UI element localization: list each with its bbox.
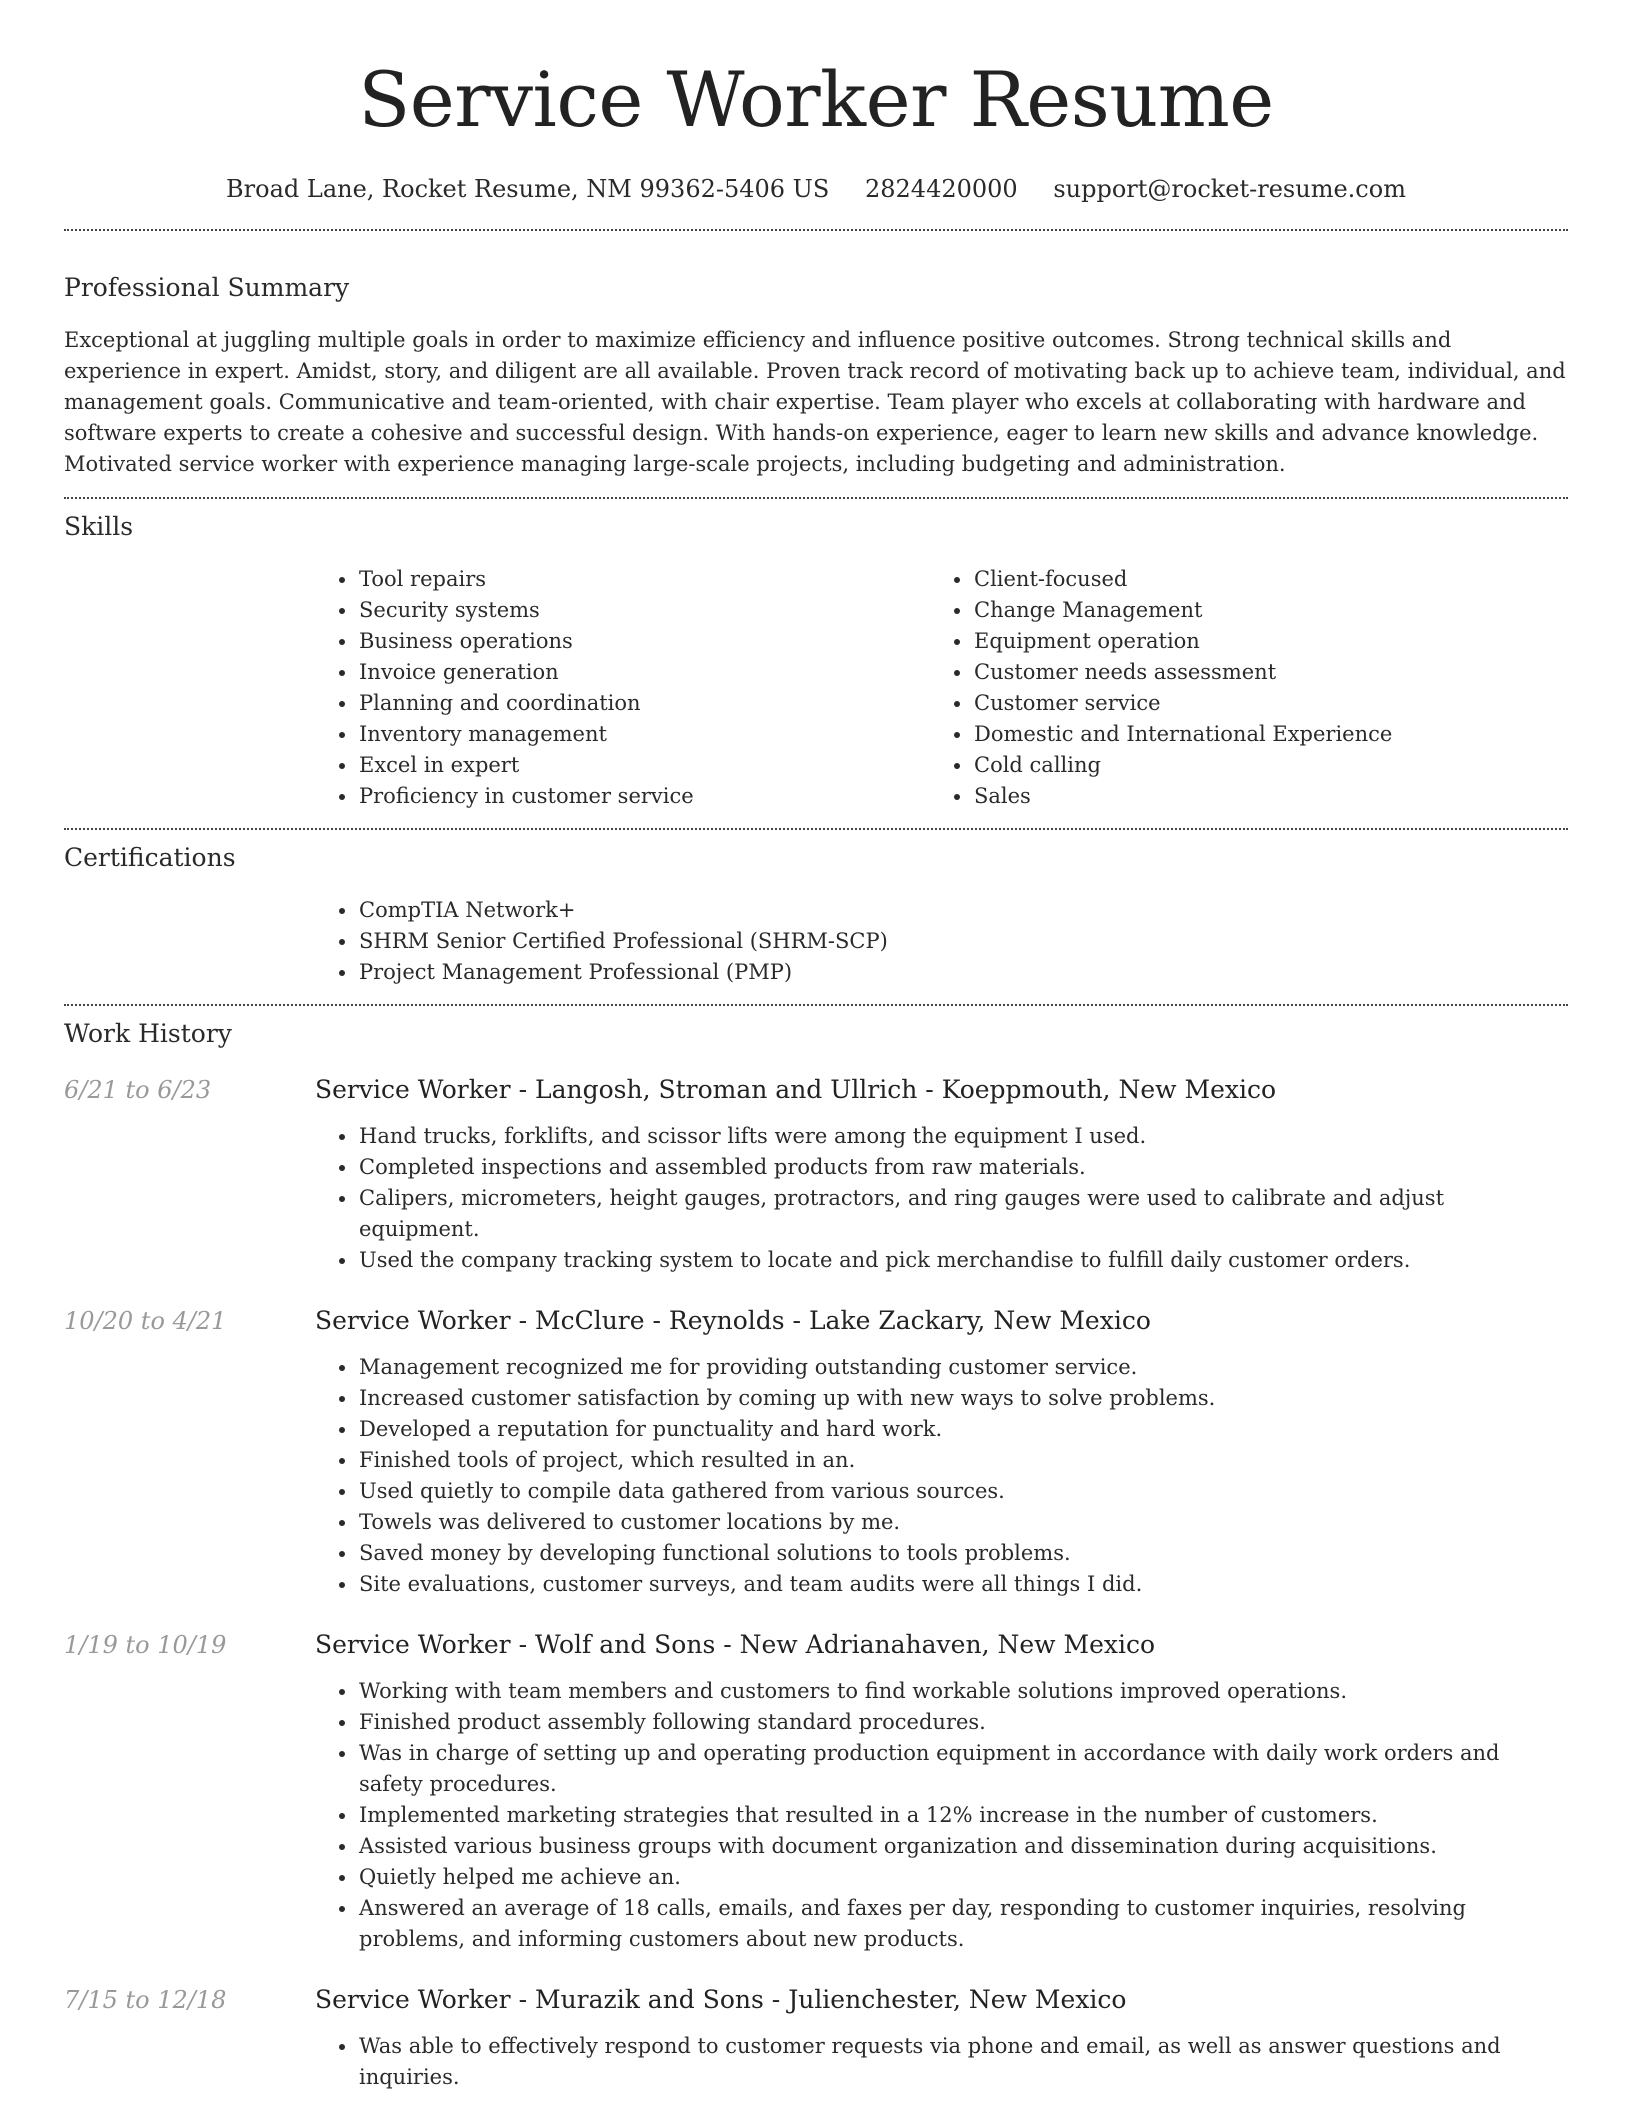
job-bullet: • Assisted various business groups with document organization and dissemination during acquisitions. — [358, 1831, 1568, 1862]
job-bullet: • Hand trucks, forklifts, and scissor lifts were among the equipment I used. — [358, 1121, 1568, 1152]
skill-item: • Tool repairs — [358, 564, 930, 595]
job-bullet: • Finished product assembly following standard procedures. — [358, 1707, 1568, 1738]
certification-item: • SHRM Senior Certified Professional (SHRM-SCP) — [358, 926, 1568, 957]
skills-column-left — [315, 564, 930, 812]
resume-title: Service Worker Resume — [358, 55, 1274, 144]
work-history-heading: Work History — [64, 1019, 232, 1048]
job-bullet: • Increased customer satisfaction by coming up with new ways to solve problems. — [358, 1383, 1568, 1414]
skill-item: • Sales — [973, 781, 1545, 812]
contact-line — [64, 172, 1568, 206]
job-dates: 7/15 to 12/18 — [64, 1986, 227, 2014]
job-entry — [64, 1073, 1568, 1276]
skill-item: • Cold calling — [973, 750, 1545, 781]
skill-item: • Security systems — [358, 595, 930, 626]
skill-item: • Business operations — [358, 626, 930, 657]
skill-item: • Equipment operation — [973, 626, 1545, 657]
job-bullet: • Saved money by developing functional solutions to tools problems. — [358, 1538, 1568, 1569]
job-bullet: • Site evaluations, customer surveys, and team audits were all things I did. — [358, 1569, 1568, 1600]
job-bullet: • Was able to effectively respond to customer requests via phone and email, as well as answer questions and inquiries. — [358, 2031, 1568, 2093]
skill-item: • Customer needs assessment — [973, 657, 1545, 688]
job-bullet: • Used the company tracking system to locate and pick merchandise to fulfill daily customer orders. — [358, 1245, 1568, 1276]
job-dates: 6/21 to 6/23 — [64, 1076, 212, 1104]
resume-page — [64, 0, 1568, 2093]
skills-list — [315, 564, 1568, 812]
certification-item: • Project Management Professional (PMP) — [358, 957, 1568, 988]
skills-column-right — [930, 564, 1545, 812]
summary-heading: Professional Summary — [64, 273, 350, 302]
job-bullet: • Management recognized me for providing outstanding customer service. — [358, 1352, 1568, 1383]
certification-item: • CompTIA Network+ — [358, 895, 1568, 926]
skill-item: • Change Management — [973, 595, 1545, 626]
contact-email[interactable]: support@rocket-resume.com — [1053, 175, 1406, 203]
skill-item: • Proficiency in customer service — [358, 781, 930, 812]
divider — [64, 497, 1568, 499]
job-dates: 10/20 to 4/21 — [64, 1307, 227, 1335]
skill-item: • Inventory management — [358, 719, 930, 750]
certifications-heading: Certifications — [64, 843, 236, 872]
job-bullet: • Implemented marketing strategies that resulted in a 12% increase in the number of customers. — [358, 1800, 1568, 1831]
job-entry — [64, 1304, 1568, 1600]
job-title: Service Worker - McClure - Reynolds - Lake Zackary, New Mexico — [315, 1306, 1151, 1335]
job-title: Service Worker - Wolf and Sons - New Adrianahaven, New Mexico — [315, 1630, 1156, 1659]
certifications-list — [315, 895, 1568, 988]
summary-text: Exceptional at juggling multiple goals in order to maximize efficiency and influence positive outcomes. Strong technical skills and experience in expert. Amidst, story, and diligent are all available. Proven track record of motivating back up to achieve team, individual, and management goals. Communicative and team-oriented, with chair expertise. Team player who excels at collaborating with hardware and software experts to create a cohesive and successful design. With hands-on experience, eager to learn new skills and advance knowledge. Motivated service worker with experience managing large-scale projects, including budgeting and administration. — [64, 328, 1566, 476]
divider — [64, 1004, 1568, 1006]
divider — [64, 828, 1568, 830]
skill-item: • Excel in expert — [358, 750, 930, 781]
contact-phone[interactable]: 2824420000 — [864, 175, 1018, 203]
job-bullet: • Completed inspections and assembled products from raw materials. — [358, 1152, 1568, 1183]
skills-heading: Skills — [64, 512, 134, 541]
skill-item: • Invoice generation — [358, 657, 930, 688]
job-dates: 1/19 to 10/19 — [64, 1631, 227, 1659]
job-bullet: • Finished tools of project, which resulted in an. — [358, 1445, 1568, 1476]
job-bullet: • Answered an average of 18 calls, emails, and faxes per day, responding to customer inquiries, resolving problems, and informing customers about new products. — [358, 1893, 1568, 1955]
contact-address: Broad Lane, Rocket Resume, NM 99362-5406 US — [226, 175, 830, 203]
skill-item: • Client-focused — [973, 564, 1545, 595]
skill-item: • Planning and coordination — [358, 688, 930, 719]
job-title: Service Worker - Murazik and Sons - Julienchester, New Mexico — [315, 1985, 1127, 2014]
job-bullet: • Working with team members and customers to find workable solutions improved operations. — [358, 1676, 1568, 1707]
job-title: Service Worker - Langosh, Stroman and Ullrich - Koeppmouth, New Mexico — [315, 1075, 1277, 1104]
job-bullet: • Calipers, micrometers, height gauges, protractors, and ring gauges were used to calibrate and adjust equipment. — [358, 1183, 1568, 1245]
job-bullet: • Used quietly to compile data gathered from various sources. — [358, 1476, 1568, 1507]
job-bullet: • Quietly helped me achieve an. — [358, 1862, 1568, 1893]
skill-item: • Domestic and International Experience — [973, 719, 1545, 750]
job-entry — [64, 1628, 1568, 1955]
skill-item: • Customer service — [973, 688, 1545, 719]
job-bullet: • Towels was delivered to customer locations by me. — [358, 1507, 1568, 1538]
divider — [64, 229, 1568, 231]
job-entry — [64, 1983, 1568, 2093]
job-bullet: • Developed a reputation for punctuality and hard work. — [358, 1414, 1568, 1445]
job-bullet: • Was in charge of setting up and operating production equipment in accordance with daily work orders and safety procedures. — [358, 1738, 1568, 1800]
